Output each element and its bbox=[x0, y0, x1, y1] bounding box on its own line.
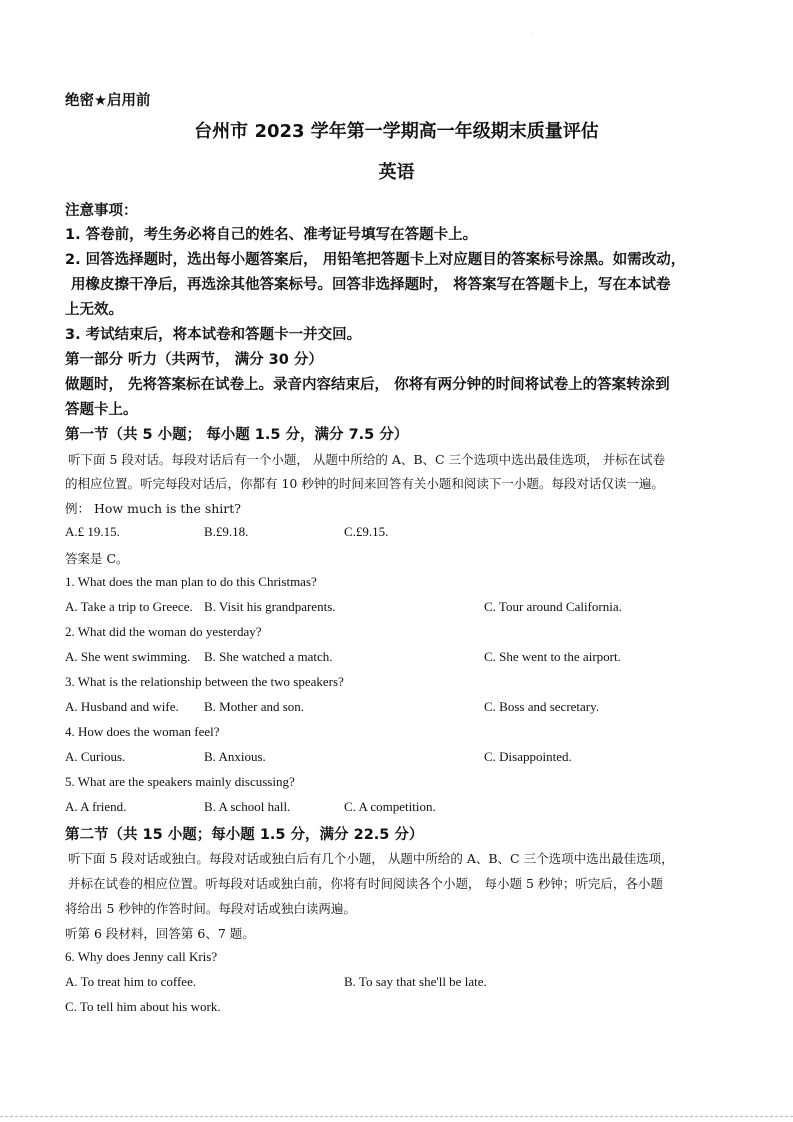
section2-instruction-line-3: 将给出 5 秒钟的作答时间。每段对话或独白读两遍。 bbox=[65, 901, 356, 916]
section2-heading: 第二节（共 15 小题；每小题 1.5 分，满分 22.5 分） bbox=[65, 827, 424, 843]
question-5: 5. What are the speakers mainly discussing? bbox=[65, 774, 295, 789]
note-item-1: 1. 答卷前，考生务必将自己的姓名、准考证号填写在答题卡上。 bbox=[65, 227, 478, 243]
example-option-b: B.£9.18. bbox=[204, 524, 249, 539]
note-item-2-line-3: 上无效。 bbox=[65, 302, 123, 318]
question-3-option-c: C. Boss and secretary. bbox=[484, 699, 600, 714]
corner-mark: · bbox=[532, 31, 534, 38]
note-item-3: 3. 考试结束后，将本试卷和答题卡一并交回。 bbox=[65, 327, 362, 343]
section2-instruction-line-2: 并标在试卷的相应位置。听每段对话或独白前，你将有时间阅读各个小题， 每小题 5 秒钟；听完后，各小题 bbox=[68, 876, 663, 891]
question-5-option-b: B. A school hall. bbox=[204, 799, 291, 814]
part1-heading: 第一部分 听力（共两节， 满分 30 分） bbox=[65, 352, 323, 368]
question-4-option-c: C. Disappointed. bbox=[484, 749, 572, 764]
exam-title: 台州市 2023 学年第一学期高一年级期末质量评估 bbox=[194, 121, 599, 142]
question-1-option-c: C. Tour around California. bbox=[484, 599, 622, 614]
confidential-label: 绝密★启用前 bbox=[65, 93, 151, 109]
question-1-option-a: A. Take a trip to Greece. bbox=[65, 599, 193, 614]
question-3: 3. What is the relationship between the two speakers? bbox=[65, 674, 344, 689]
question-4-option-b: B. Anxious. bbox=[204, 749, 266, 764]
question-1: 1. What does the man plan to do this Christmas? bbox=[65, 574, 317, 589]
subject-title: 英语 bbox=[378, 162, 415, 183]
question-5-option-a: A. A friend. bbox=[65, 799, 127, 814]
part1-instruction-line-2: 答题卡上。 bbox=[65, 402, 138, 418]
question-5-option-c: C. A competition. bbox=[344, 799, 436, 814]
example-question: 例： How much is the shirt? bbox=[65, 501, 241, 516]
note-item-2-line-2: 用橡皮擦干净后，再选涂其他答案标号。回答非选择题时， 将答案写在答题卡上，写在本试卷 bbox=[71, 277, 671, 293]
part1-instruction-line-1: 做题时， 先将答案标在试卷上。录音内容结束后， 你将有两分钟的时间将试卷上的答案转涂到 bbox=[65, 377, 670, 393]
section1-instruction-line-2: 的相应位置。听完每段对话后，你都有 10 秒钟的时间来回答有关小题和阅读下一小题。每段对话仅读一遍。 bbox=[65, 476, 664, 491]
question-6-option-a: A. To treat him to coffee. bbox=[65, 974, 197, 989]
question-4: 4. How does the woman feel? bbox=[65, 724, 220, 739]
question-6-option-c: C. To tell him about his work. bbox=[65, 999, 221, 1014]
notes-heading: 注意事项： bbox=[65, 203, 138, 219]
section1-instruction-line-1: 听下面 5 段对话。每段对话后有一个小题， 从题中所给的 A、B、C 三个选项中选出最佳选项， 并标在试卷 bbox=[68, 452, 666, 467]
example-option-a: A.£ 19.15. bbox=[65, 524, 120, 539]
section1-heading: 第一节（共 5 小题； 每小题 1.5 分，满分 7.5 分） bbox=[65, 427, 409, 443]
question-2-option-c: C. She went to the airport. bbox=[484, 649, 621, 664]
example-answer: 答案是 C。 bbox=[65, 551, 129, 566]
question-3-option-a: A. Husband and wife. bbox=[65, 699, 179, 714]
page-bottom-rule bbox=[0, 1116, 793, 1117]
material-6-heading: 听第 6 段材料，回答第 6、7 题。 bbox=[65, 926, 255, 941]
question-2-option-a: A. She went swimming. bbox=[65, 649, 191, 664]
section2-instruction-line-1: 听下面 5 段对话或独白。每段对话或独白后有几个小题， 从题中所给的 A、B、C 三个选项中选出最佳选项， bbox=[68, 851, 674, 866]
question-2-option-b: B. She watched a match. bbox=[204, 649, 333, 664]
question-4-option-a: A. Curious. bbox=[65, 749, 126, 764]
question-6: 6. Why does Jenny call Kris? bbox=[65, 949, 218, 964]
question-6-option-b: B. To say that she'll be late. bbox=[344, 974, 487, 989]
question-2: 2. What did the woman do yesterday? bbox=[65, 624, 262, 639]
example-option-c: C.£9.15. bbox=[344, 524, 389, 539]
question-3-option-b: B. Mother and son. bbox=[204, 699, 305, 714]
question-1-option-b: B. Visit his grandparents. bbox=[204, 599, 336, 614]
note-item-2-line-1: 2. 回答选择题时，选出每小题答案后， 用铅笔把答题卡上对应题目的答案标号涂黑。如需改动， bbox=[65, 252, 686, 268]
